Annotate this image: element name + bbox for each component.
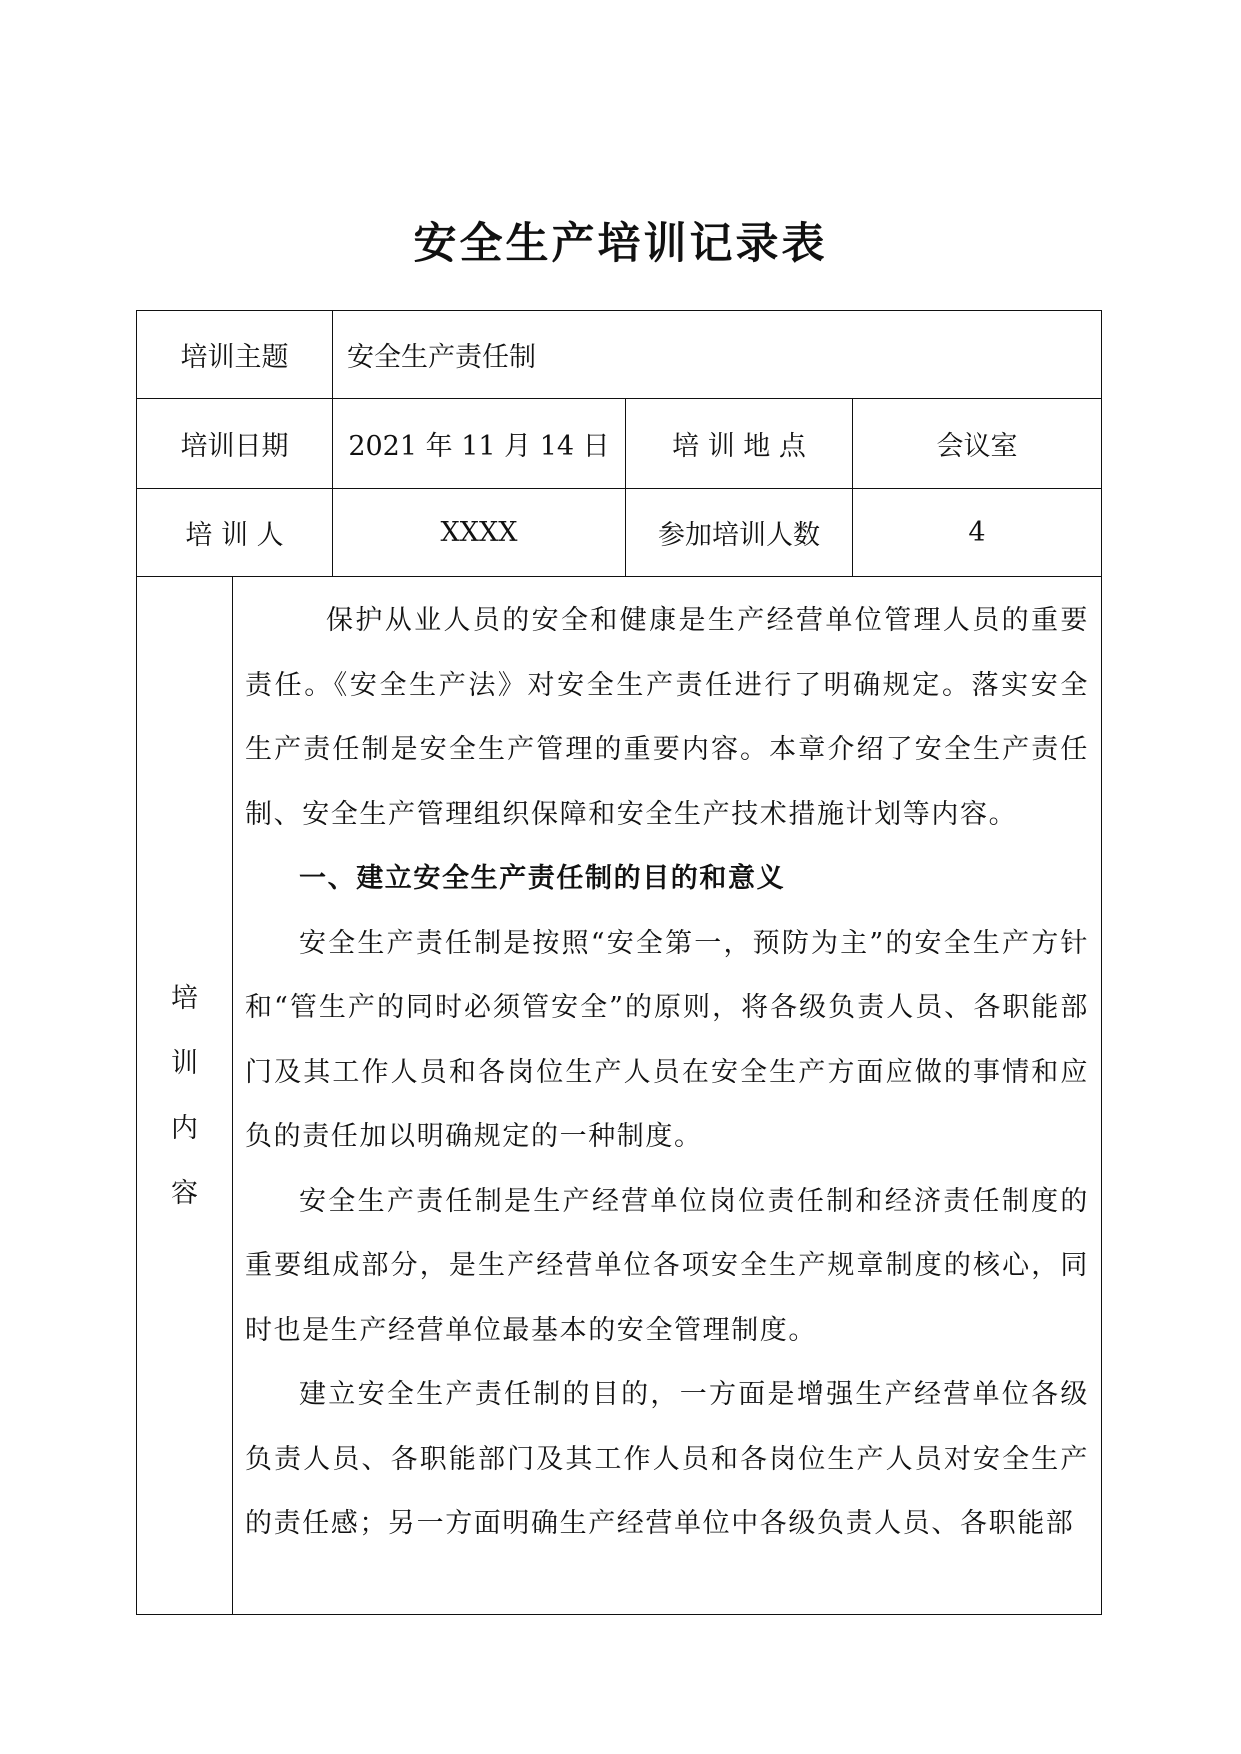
location-label: 培 训 地 点 xyxy=(626,399,853,488)
content-paragraph: 建立安全生产责任制的目的，一方面是增强生产经营单位各级负责人员、各职能部门及其工作人员和各岗位生产人员对安全生产的责任感；另一方面明确生产经营单位中各级负责人员、各职能部 xyxy=(245,1379,1089,1539)
table-row-topic xyxy=(137,311,1101,399)
content-label-char: 内 xyxy=(171,1112,198,1144)
content-paragraph: 安全生产责任制是生产经营单位岗位责任制和经济责任制度的重要组成部分，是生产经营单位各项安全生产规章制度的核心，同时也是生产经营单位最基本的安全管理制度。 xyxy=(245,1185,1089,1346)
content-label xyxy=(137,577,233,1614)
attendees-label: 参加培训人数 xyxy=(626,489,853,576)
trainer-label: 培 训 人 xyxy=(137,489,333,576)
content-label-char: 训 xyxy=(171,1047,198,1079)
content-intro-paragraph: 保护从业人员的安全和健康是生产经营单位管理人员的重要责任。《安全生产法》对安全生产责任进行了明确规定。落实安全生产责任制是安全生产管理的重要内容。本章介绍了安全生产责任制、安全生产管理组织保障和安全生产技术措施计划等内容。 xyxy=(245,605,1089,830)
topic-value: 安全生产责任制 xyxy=(347,342,536,373)
training-record-table xyxy=(136,310,1102,1615)
date-label: 培训日期 xyxy=(137,399,333,488)
training-content xyxy=(233,577,1101,1614)
content-label-char: 培 xyxy=(171,982,198,1014)
location-value: 会议室 xyxy=(936,431,1018,462)
content-label-char: 容 xyxy=(171,1177,198,1209)
table-row-trainer xyxy=(137,489,1101,577)
trainer-value: XXXX xyxy=(333,489,626,576)
topic-label: 培训主题 xyxy=(137,311,333,398)
content-section-heading: 一、建立安全生产责任制的目的和意义 xyxy=(299,863,786,894)
table-row-date xyxy=(137,399,1101,489)
attendees-value: 4 xyxy=(968,517,986,548)
date-value: 2021 年 11 月 14 日 xyxy=(333,399,626,488)
content-paragraph: 安全生产责任制是按照“安全第一，预防为主”的安全生产方针和“管生产的同时必须管安全”的原则，将各级负责人员、各职能部门及其工作人员和各岗位生产人员在安全生产方面应做的事情和应负的责任加以明确规定的一种制度。 xyxy=(245,927,1089,1152)
document-title: 安全生产培训记录表 xyxy=(413,219,828,269)
